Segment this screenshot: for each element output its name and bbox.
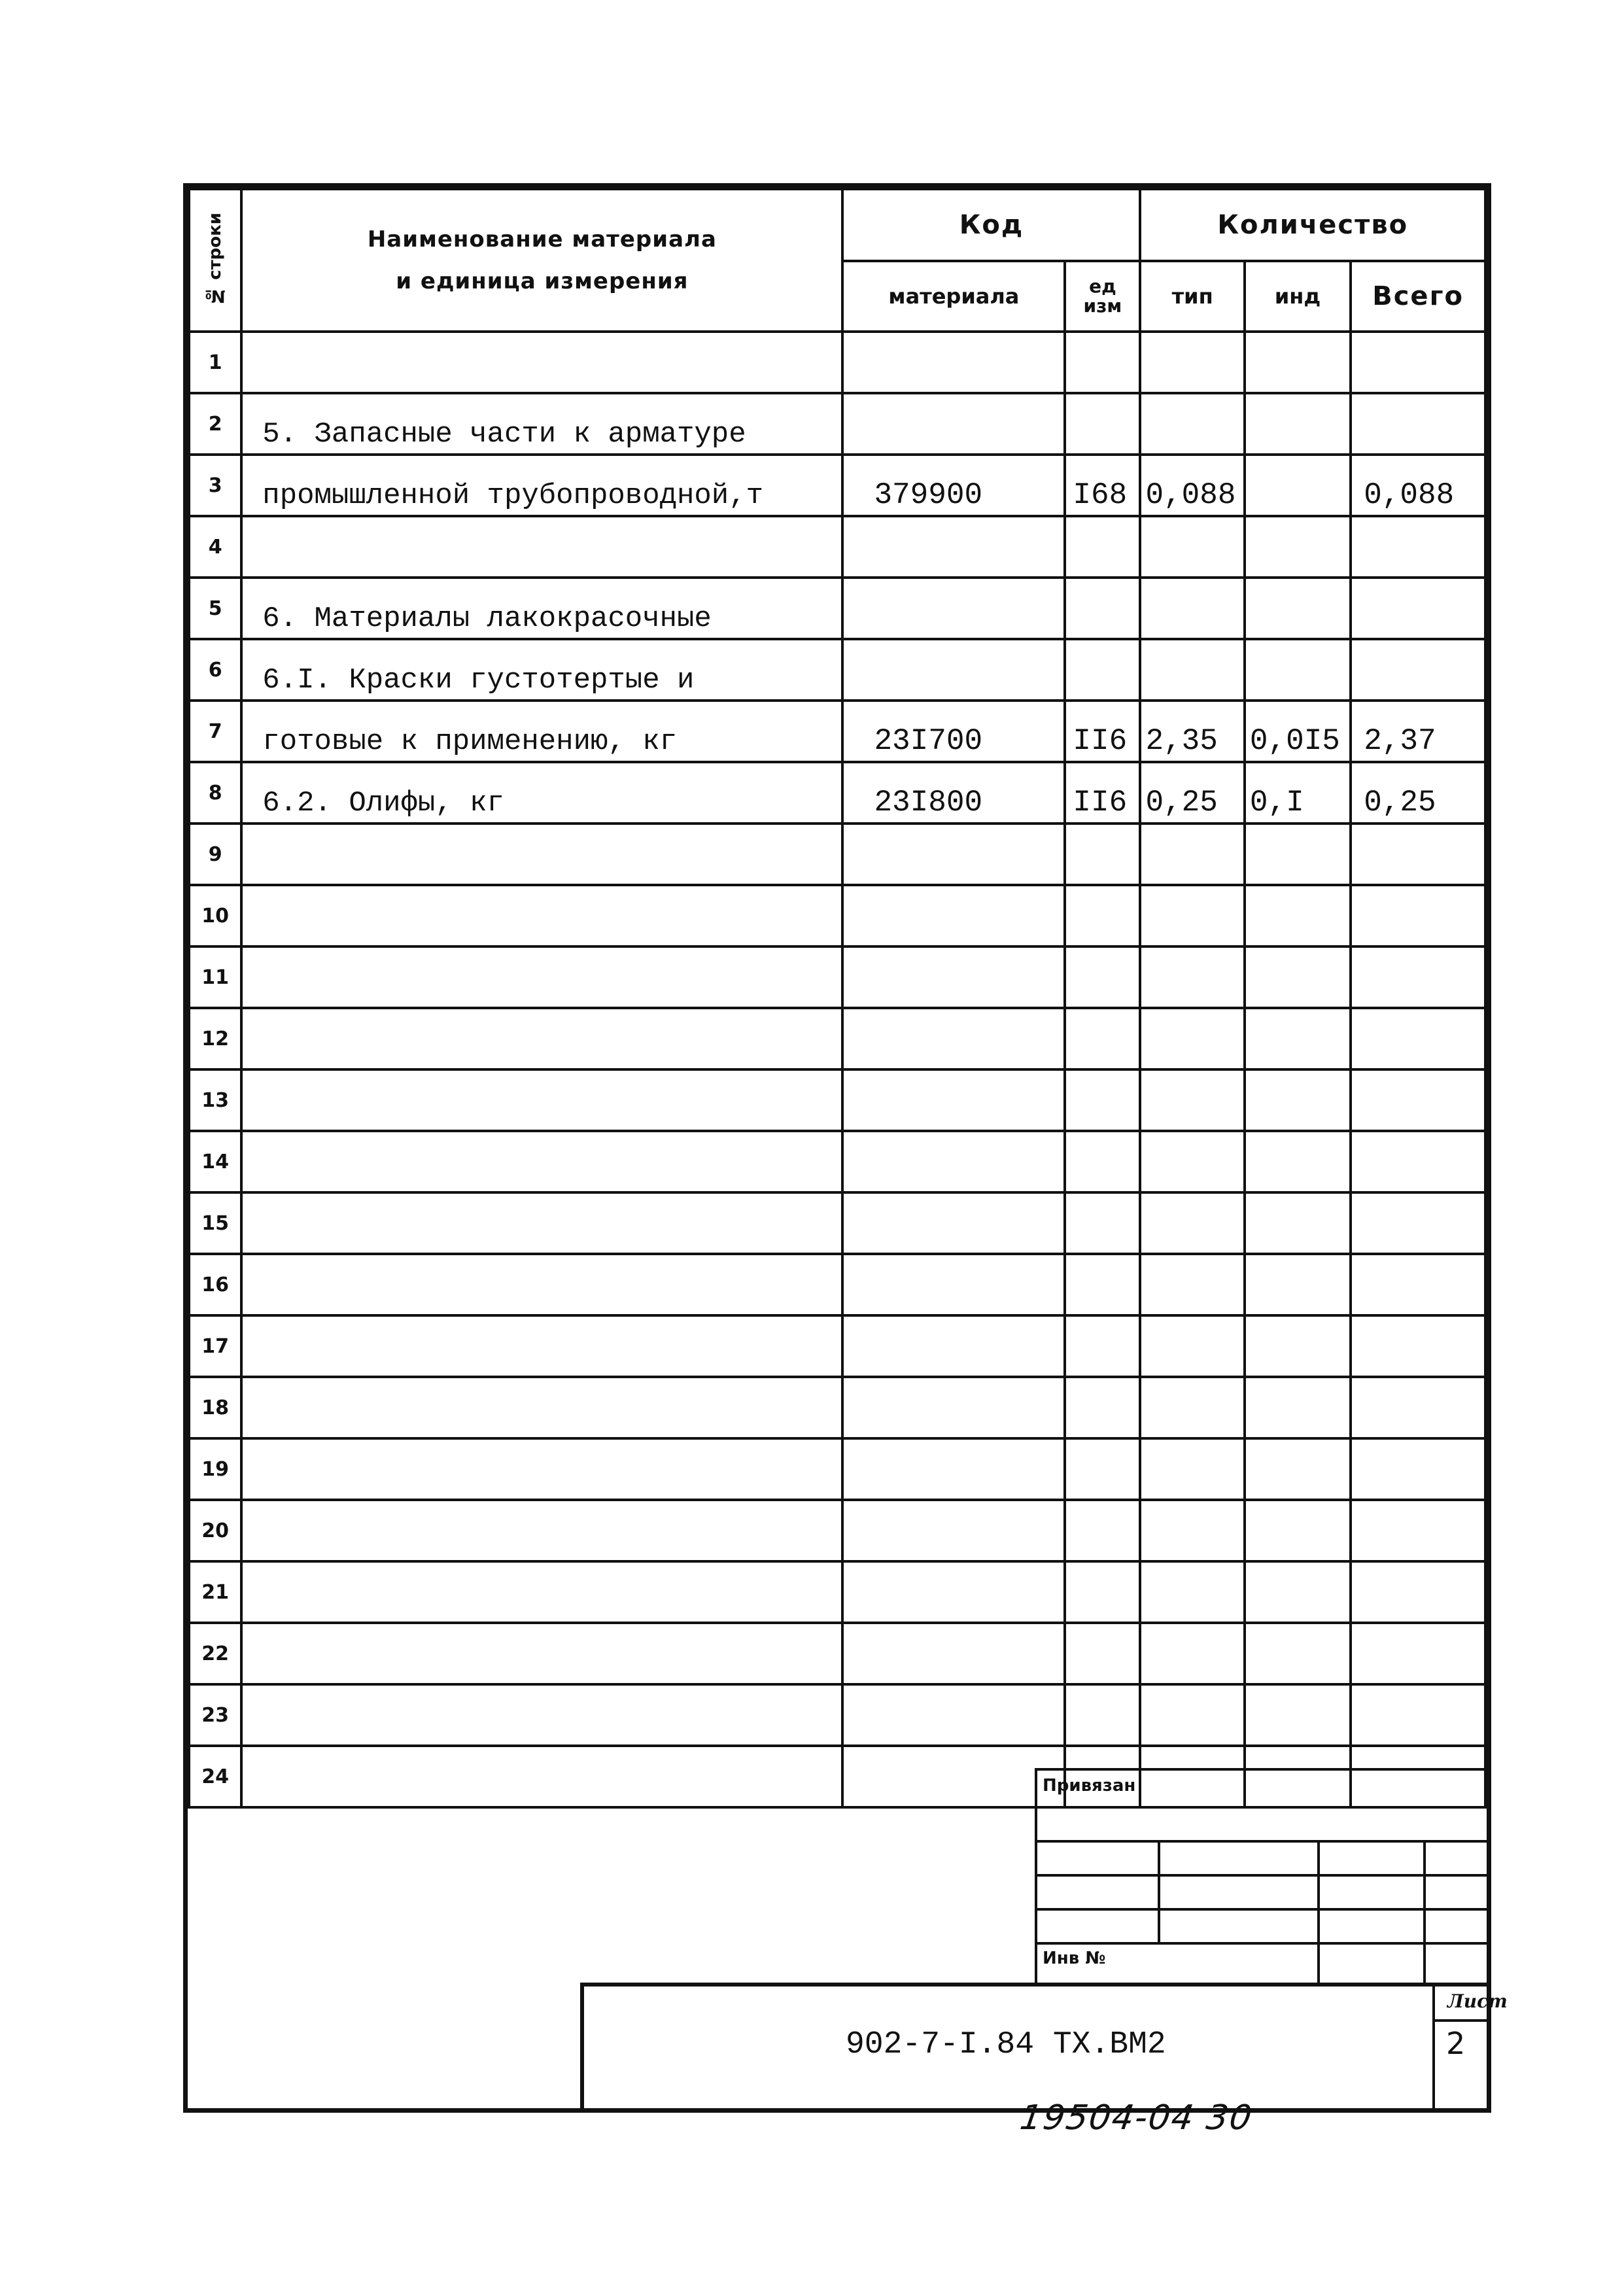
total-quantity-cell: 0,088 <box>1351 455 1485 516</box>
row-number: 10 <box>189 885 241 946</box>
tip-quantity-cell <box>1140 1377 1244 1438</box>
material-code-cell <box>842 1623 1065 1684</box>
ind-quantity-cell <box>1245 1131 1351 1192</box>
handwritten-archive-number: 19504-04 30 <box>1017 2098 1256 2138</box>
tip-quantity-cell: 0,25 <box>1140 762 1244 824</box>
table-row <box>189 885 1485 946</box>
row-number: 22 <box>189 1623 241 1684</box>
material-code-cell <box>842 332 1065 393</box>
table-row <box>189 639 1485 701</box>
total-quantity-cell <box>1351 946 1485 1008</box>
table-row <box>189 1008 1485 1069</box>
material-name-cell <box>241 1377 842 1438</box>
unit-code-cell <box>1065 1131 1140 1192</box>
unit-code-cell <box>1065 332 1140 393</box>
row-number: 8 <box>189 762 241 824</box>
material-code-header: материала <box>842 261 1065 332</box>
row-number: 15 <box>189 1192 241 1254</box>
material-name-cell: 6.2. Олифы, кг <box>241 762 842 824</box>
stamp-divider <box>1317 1840 1320 1983</box>
table-row <box>189 1438 1485 1500</box>
unit-code-cell <box>1065 1254 1140 1315</box>
total-quantity-cell <box>1351 516 1485 578</box>
materials-table <box>188 188 1487 1809</box>
linked-label: Привязан <box>1043 1776 1136 1796</box>
row-number: 13 <box>189 1069 241 1131</box>
unit-code-cell <box>1065 1500 1140 1561</box>
sheet-label: Лист <box>1447 1990 1508 2012</box>
tip-quantity-cell <box>1140 885 1244 946</box>
total-quantity-cell <box>1351 578 1485 639</box>
table-row <box>189 762 1485 824</box>
row-number: 19 <box>189 1438 241 1500</box>
material-code-cell <box>842 1192 1065 1254</box>
row-number: 21 <box>189 1561 241 1623</box>
material-name-cell <box>241 1561 842 1623</box>
total-quantity-cell: 0,25 <box>1351 762 1485 824</box>
unit-code-cell <box>1065 946 1140 1008</box>
total-quantity-cell <box>1351 1377 1485 1438</box>
material-name-cell <box>241 946 842 1008</box>
table-row <box>189 1131 1485 1192</box>
inv-no-label: Инв № <box>1043 1949 1106 1968</box>
row-number: 9 <box>189 824 241 885</box>
table-row <box>189 824 1485 885</box>
ind-quantity-cell <box>1245 1192 1351 1254</box>
total-quantity-cell <box>1351 332 1485 393</box>
name-header-line1: Наименование материала <box>367 226 717 252</box>
unit-code-cell <box>1065 1623 1140 1684</box>
material-code-cell <box>842 1746 1065 1807</box>
row-number: 5 <box>189 578 241 639</box>
material-code-cell <box>842 516 1065 578</box>
material-name-cell <box>241 516 842 578</box>
material-code-cell <box>842 1377 1065 1438</box>
ind-quantity-cell <box>1245 393 1351 455</box>
unit-header-line2: изм <box>1083 295 1122 317</box>
material-name-cell <box>241 1008 842 1069</box>
tip-quantity-cell <box>1140 516 1244 578</box>
table-row <box>189 1069 1485 1131</box>
material-name-cell: промышленной трубопроводной,т <box>241 455 842 516</box>
tip-quantity-cell <box>1140 1623 1244 1684</box>
material-code-cell <box>842 1069 1065 1131</box>
table-row <box>189 946 1485 1008</box>
total-quantity-cell <box>1351 885 1485 946</box>
unit-code-cell <box>1065 1315 1140 1377</box>
material-code-cell <box>842 1561 1065 1623</box>
row-number: 1 <box>189 332 241 393</box>
ind-quantity-cell <box>1245 455 1351 516</box>
ind-quantity-cell <box>1245 1500 1351 1561</box>
tip-quantity-cell <box>1140 639 1244 701</box>
tip-quantity-cell: 0,088 <box>1140 455 1244 516</box>
total-quantity-cell <box>1351 1315 1485 1377</box>
ind-quantity-cell <box>1245 885 1351 946</box>
material-name-cell <box>241 1500 842 1561</box>
material-code-cell <box>842 1438 1065 1500</box>
unit-code-cell: II6 <box>1065 701 1140 762</box>
unit-header-line1: ед <box>1089 275 1116 297</box>
tip-quantity-cell <box>1140 1500 1244 1561</box>
unit-code-cell <box>1065 393 1140 455</box>
ind-quantity-cell <box>1245 516 1351 578</box>
material-name-cell: 6. Материалы лакокрасочные <box>241 578 842 639</box>
total-quantity-cell: 2,37 <box>1351 701 1485 762</box>
tip-quantity-cell <box>1140 393 1244 455</box>
ind-quantity-cell <box>1245 332 1351 393</box>
material-code-cell <box>842 1315 1065 1377</box>
unit-header <box>1065 261 1140 332</box>
code-header: Код <box>842 189 1140 261</box>
total-header: Всего <box>1351 261 1485 332</box>
ind-quantity-cell <box>1245 1254 1351 1315</box>
row-number: 4 <box>189 516 241 578</box>
row-number: 17 <box>189 1315 241 1377</box>
table-row <box>189 1561 1485 1623</box>
unit-code-cell <box>1065 516 1140 578</box>
material-code-cell <box>842 824 1065 885</box>
unit-code-cell <box>1065 1192 1140 1254</box>
row-number: 14 <box>189 1131 241 1192</box>
material-name-cell <box>241 332 842 393</box>
total-quantity-cell <box>1351 1500 1485 1561</box>
unit-code-cell: I68 <box>1065 455 1140 516</box>
tip-quantity-cell <box>1140 1254 1244 1315</box>
row-number: 11 <box>189 946 241 1008</box>
ind-quantity-cell <box>1245 1008 1351 1069</box>
tip-quantity-cell <box>1140 946 1244 1008</box>
total-quantity-cell <box>1351 1623 1485 1684</box>
total-quantity-cell <box>1351 1684 1485 1746</box>
ind-quantity-cell <box>1245 1315 1351 1377</box>
table-row <box>189 516 1485 578</box>
ind-quantity-cell <box>1245 639 1351 701</box>
tip-quantity-cell: 2,35 <box>1140 701 1244 762</box>
total-quantity-cell <box>1351 639 1485 701</box>
row-no-header <box>189 189 241 332</box>
tip-quantity-cell <box>1140 578 1244 639</box>
total-quantity-cell <box>1351 1069 1485 1131</box>
total-quantity-cell <box>1351 1008 1485 1069</box>
table-row <box>189 578 1485 639</box>
drawing-sheet <box>183 183 1508 2113</box>
name-header-line2: и единица измерения <box>396 268 689 294</box>
table-row <box>189 1500 1485 1561</box>
ind-quantity-cell: 0,I <box>1245 762 1351 824</box>
row-number: 7 <box>189 701 241 762</box>
title-block <box>580 1983 1508 2113</box>
tip-quantity-cell <box>1140 1684 1244 1746</box>
unit-code-cell <box>1065 824 1140 885</box>
material-name-cell <box>241 1315 842 1377</box>
material-name-cell <box>241 1438 842 1500</box>
unit-code-cell <box>1065 639 1140 701</box>
tip-quantity-cell <box>1140 1192 1244 1254</box>
row-number: 3 <box>189 455 241 516</box>
ind-quantity-cell <box>1245 1069 1351 1131</box>
row-number: 24 <box>189 1746 241 1807</box>
material-code-cell: 23I700 <box>842 701 1065 762</box>
table-row <box>189 393 1485 455</box>
material-name-cell: 5. Запасные части к арматуре <box>241 393 842 455</box>
material-code-cell <box>842 1131 1065 1192</box>
table-row <box>189 701 1485 762</box>
material-name-cell <box>241 885 842 946</box>
name-header <box>241 189 842 332</box>
ind-header: инд <box>1245 261 1351 332</box>
material-name-cell <box>241 1623 842 1684</box>
table-row <box>189 1377 1485 1438</box>
material-code-cell <box>842 393 1065 455</box>
tip-quantity-cell <box>1140 1069 1244 1131</box>
table-row <box>189 1684 1485 1746</box>
material-name-cell <box>241 824 842 885</box>
total-quantity-cell <box>1351 824 1485 885</box>
stamp-divider <box>1158 1840 1160 1945</box>
total-quantity-cell <box>1351 1254 1485 1315</box>
unit-code-cell <box>1065 1684 1140 1746</box>
material-name-cell: 6.I. Краски густотертые и <box>241 639 842 701</box>
sheet-number: 2 <box>1446 2026 1466 2061</box>
unit-code-cell <box>1065 1069 1140 1131</box>
table-body <box>189 332 1485 1807</box>
material-code-cell <box>842 1684 1065 1746</box>
total-quantity-cell <box>1351 1438 1485 1500</box>
row-number: 16 <box>189 1254 241 1315</box>
ind-quantity-cell <box>1245 946 1351 1008</box>
total-quantity-cell <box>1351 1561 1485 1623</box>
row-number: 12 <box>189 1008 241 1069</box>
material-code-cell <box>842 1500 1065 1561</box>
total-quantity-cell <box>1351 393 1485 455</box>
table-row <box>189 1315 1485 1377</box>
material-code-cell: 23I800 <box>842 762 1065 824</box>
ind-quantity-cell <box>1245 1377 1351 1438</box>
table-row <box>189 1192 1485 1254</box>
stamp-divider <box>1423 1840 1426 1983</box>
material-name-cell <box>241 1192 842 1254</box>
unit-code-cell <box>1065 1561 1140 1623</box>
table-row <box>189 1623 1485 1684</box>
ind-quantity-cell <box>1245 824 1351 885</box>
ind-quantity-cell <box>1245 578 1351 639</box>
material-code-cell <box>842 1254 1065 1315</box>
sheet-divider <box>1432 1987 1435 2113</box>
material-code-cell: 379900 <box>842 455 1065 516</box>
tip-quantity-cell <box>1140 332 1244 393</box>
unit-code-cell <box>1065 578 1140 639</box>
material-name-cell <box>241 1684 842 1746</box>
unit-code-cell <box>1065 1438 1140 1500</box>
header-row-1 <box>189 189 1485 261</box>
material-code-cell <box>842 639 1065 701</box>
tip-quantity-cell <box>1140 1131 1244 1192</box>
tip-header: тип <box>1140 261 1244 332</box>
row-number: 2 <box>189 393 241 455</box>
total-quantity-cell <box>1351 1192 1485 1254</box>
table-row <box>189 455 1485 516</box>
ind-quantity-cell <box>1245 1623 1351 1684</box>
unit-code-cell <box>1065 885 1140 946</box>
material-code-cell <box>842 946 1065 1008</box>
unit-code-cell: II6 <box>1065 762 1140 824</box>
material-name-cell <box>241 1746 842 1807</box>
row-no-header-text: № строки <box>205 213 226 305</box>
tip-quantity-cell <box>1140 1315 1244 1377</box>
total-quantity-cell <box>1351 1131 1485 1192</box>
material-name-cell <box>241 1069 842 1131</box>
ind-quantity-cell <box>1245 1438 1351 1500</box>
row-number: 23 <box>189 1684 241 1746</box>
document-code: 902-7-I.84 TX.ВМ2 <box>846 2027 1166 2062</box>
ind-quantity-cell <box>1245 1684 1351 1746</box>
row-number: 18 <box>189 1377 241 1438</box>
material-name-cell <box>241 1254 842 1315</box>
material-name-cell <box>241 1131 842 1192</box>
ind-quantity-cell: 0,0I5 <box>1245 701 1351 762</box>
sheet-label-line <box>1432 2019 1491 2022</box>
quantity-header: Количество <box>1140 189 1485 261</box>
tip-quantity-cell <box>1140 824 1244 885</box>
table-row <box>189 332 1485 393</box>
tip-quantity-cell <box>1140 1561 1244 1623</box>
row-number: 20 <box>189 1500 241 1561</box>
unit-code-cell <box>1065 1008 1140 1069</box>
tip-quantity-cell <box>1140 1438 1244 1500</box>
material-name-cell: готовые к применению, кг <box>241 701 842 762</box>
material-code-cell <box>842 578 1065 639</box>
tip-quantity-cell <box>1140 1008 1244 1069</box>
ind-quantity-cell <box>1245 1561 1351 1623</box>
row-number: 6 <box>189 639 241 701</box>
material-code-cell <box>842 1008 1065 1069</box>
unit-code-cell <box>1065 1377 1140 1438</box>
table-row <box>189 1254 1485 1315</box>
material-code-cell <box>842 885 1065 946</box>
approval-stamp <box>1035 1768 1491 1983</box>
